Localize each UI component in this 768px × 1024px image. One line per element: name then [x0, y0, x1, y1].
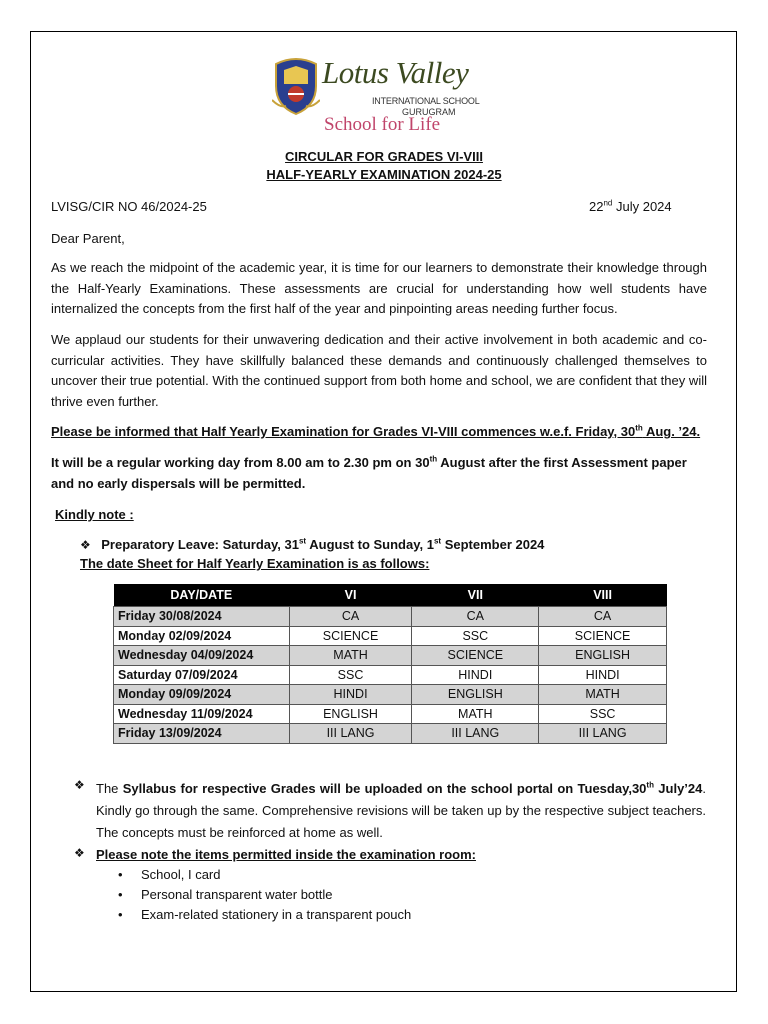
table-cell: CA	[412, 607, 539, 627]
paragraph-appreciation: We applaud our students for their unwavering dedication and their active involvement in both academic and co-curricular activities. They have skillfully balanced these demands and continuously challenged themselves to uncover their true potential. With the continued support from both home and school, we are confident that they will thrive even further.	[51, 332, 707, 409]
table-cell: SCIENCE	[412, 646, 539, 666]
table-cell: Wednesday 04/09/2024	[114, 646, 290, 666]
table-cell: Friday 30/08/2024	[114, 607, 290, 627]
datesheet-heading: The date Sheet for Half Yearly Examination is as follows:	[80, 556, 430, 571]
working-day-notice: It will be a regular working day from 8.00 am to 2.30 pm on 30th August after the first Assessment paper and no early dispersals will be permitted.	[51, 454, 687, 491]
table-cell: Wednesday 11/09/2024	[114, 704, 290, 724]
exam-title: HALF-YEARLY EXAMINATION 2024-25	[266, 167, 502, 182]
table-row	[114, 724, 667, 744]
diamond-bullet-icon: ❖	[74, 778, 85, 792]
school-logo	[272, 52, 480, 140]
table-cell: Saturday 07/09/2024	[114, 665, 290, 685]
logo-subtitle: INTERNATIONAL SCHOOL	[372, 96, 480, 106]
table-row	[114, 665, 667, 685]
column-header: DAY/DATE	[114, 584, 290, 607]
table-row	[114, 626, 667, 646]
permitted-items-list	[113, 865, 411, 925]
table-cell: MATH	[539, 685, 667, 705]
salutation: Dear Parent,	[51, 231, 125, 246]
table-cell: SSC	[539, 704, 667, 724]
crest-icon	[272, 56, 320, 116]
diamond-bullet-icon: ❖	[80, 538, 91, 552]
logo-city: GURUGRAM	[402, 107, 456, 117]
table-cell: SCIENCE	[289, 626, 412, 646]
paragraph-intro: As we reach the midpoint of the academic year, it is time for our learners to demonstrate their knowledge through the Half-Yearly Examinations. These assessments are crucial for understanding how well students have internalized the concepts from the first half of the year and pinpointing areas needing further focus.	[51, 260, 707, 316]
circular-title: CIRCULAR FOR GRADES VI-VIII	[285, 149, 483, 164]
datesheet-table	[113, 584, 667, 744]
permitted-items-heading: Please note the items permitted inside the examination room:	[96, 847, 476, 862]
logo-name: Lotus Valley	[322, 55, 469, 90]
table-cell: Monday 09/09/2024	[114, 685, 290, 705]
table-cell: SCIENCE	[539, 626, 667, 646]
table-cell: HINDI	[289, 685, 412, 705]
table-cell: III LANG	[289, 724, 412, 744]
table-row	[114, 646, 667, 666]
table-header-row	[114, 584, 667, 607]
table-cell: CA	[539, 607, 667, 627]
table-cell: ENGLISH	[412, 685, 539, 705]
table-cell: III LANG	[412, 724, 539, 744]
table-cell: MATH	[289, 646, 412, 666]
table-cell: SSC	[412, 626, 539, 646]
table-cell: Monday 02/09/2024	[114, 626, 290, 646]
table-cell: III LANG	[539, 724, 667, 744]
logo-tagline: School for Life	[324, 114, 441, 135]
table-row	[114, 685, 667, 705]
syllabus-notice: The Syllabus for respective Grades will be uploaded on the school portal on Tuesday,30th July’24. Kindly go through the same. Comprehensive revisions will be taken up by the respective subject teachers. The concepts must be reinforced at home as well.	[96, 780, 707, 840]
list-item: • Personal transparent water bottle	[113, 885, 411, 905]
reference-number: LVISG/CIR NO 46/2024-25	[51, 199, 207, 214]
table-cell: Friday 13/09/2024	[114, 724, 290, 744]
list-item: • School, I card	[113, 865, 411, 885]
table-row	[114, 607, 667, 627]
table-cell: ENGLISH	[539, 646, 667, 666]
column-header: VII	[412, 584, 539, 607]
table-cell: SSC	[289, 665, 412, 685]
table-cell: ENGLISH	[289, 704, 412, 724]
circular-date: 22nd July 2024	[589, 198, 672, 214]
table-row	[114, 704, 667, 724]
column-header: VIII	[539, 584, 667, 607]
exam-commencement-notice: Please be informed that Half Yearly Examination for Grades VI-VIII commences w.e.f. Friday, 30th Aug. ’24.	[51, 423, 701, 439]
list-item: • Exam-related stationery in a transparent pouch	[113, 905, 411, 925]
preparatory-leave: ❖ Preparatory Leave: Saturday, 31st August to Sunday, 1st September 2024	[80, 535, 544, 556]
table-cell: HINDI	[412, 665, 539, 685]
table-cell: MATH	[412, 704, 539, 724]
table-cell: HINDI	[539, 665, 667, 685]
diamond-bullet-icon: ❖	[74, 846, 85, 860]
column-header: VI	[289, 584, 412, 607]
table-cell: CA	[289, 607, 412, 627]
kindly-note-heading: Kindly note :	[55, 507, 134, 522]
